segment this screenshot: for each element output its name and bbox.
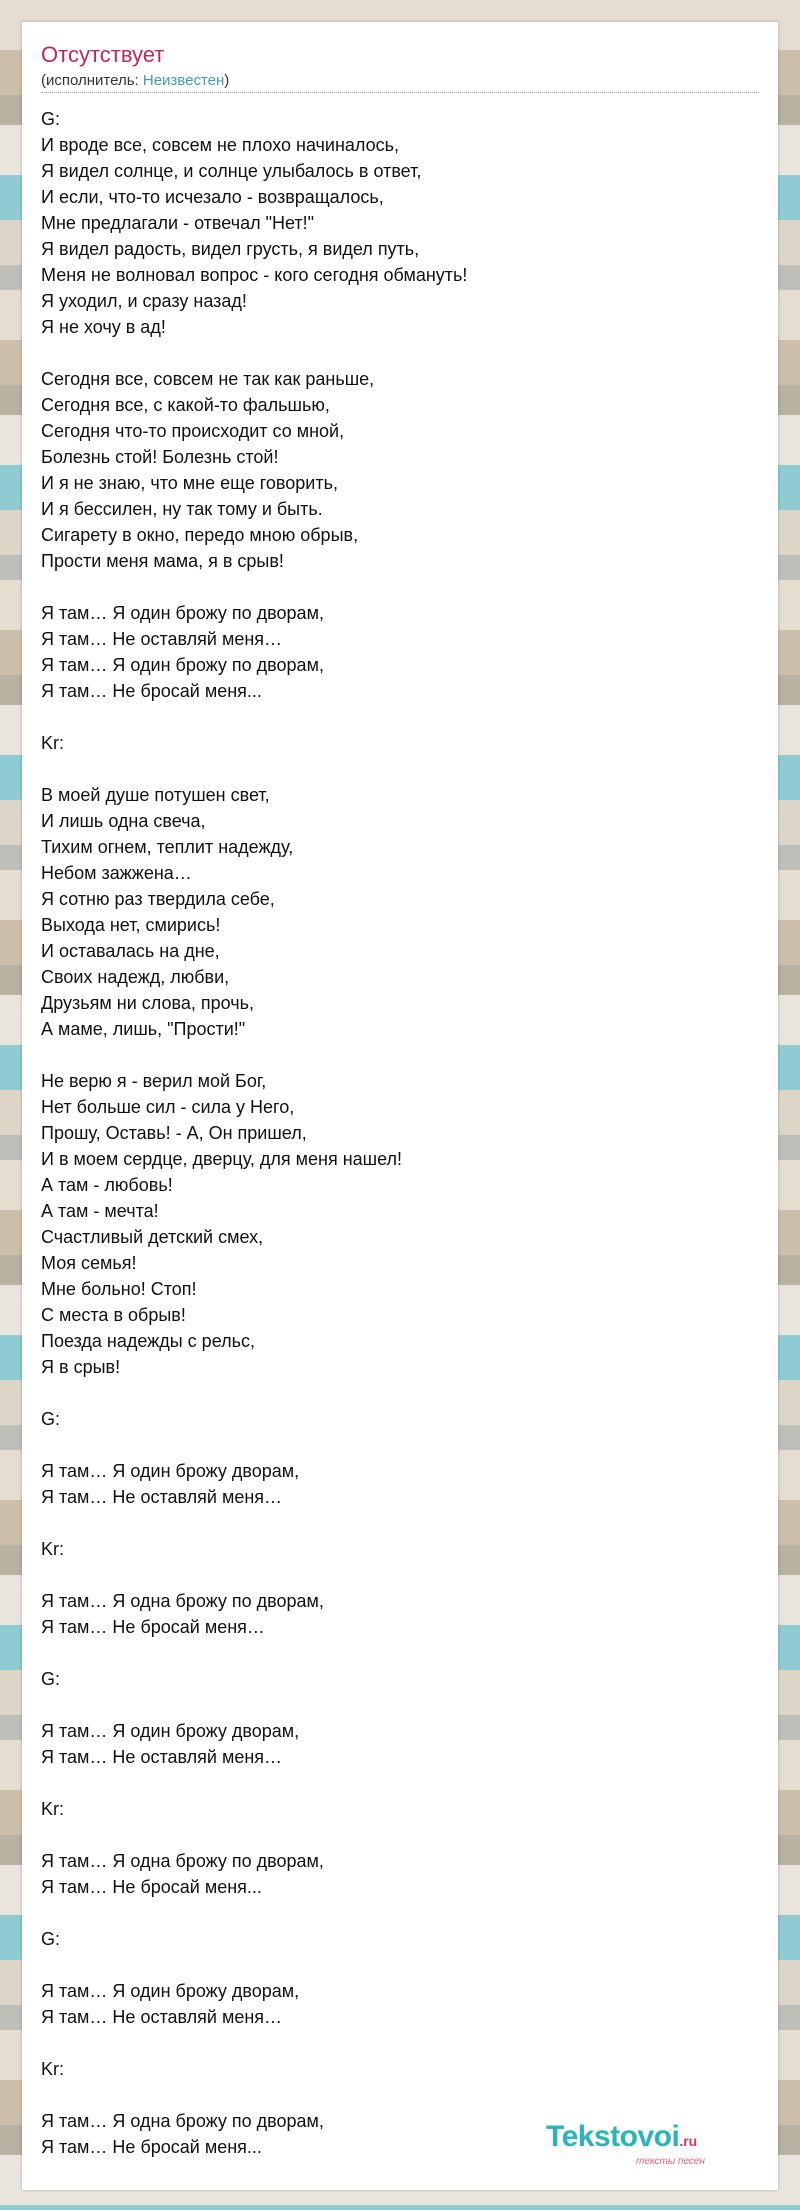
lyric-line: И если, что-то исчезало - возвращалось,	[41, 187, 384, 207]
lyrics-text	[41, 106, 741, 2160]
lyric-line: Я там… Не оставляй меня…	[41, 2007, 283, 2027]
lyrics-card	[22, 22, 778, 2190]
lyric-line: Я видел солнце, и солнце улыбалось в ответ,	[41, 161, 422, 181]
lyric-line: Сигарету в окно, передо мною обрыв,	[41, 525, 359, 545]
lyric-line: Я сотню раз твердила себе,	[41, 889, 275, 909]
blank-line	[41, 1562, 741, 1588]
blank-line	[41, 704, 741, 730]
blank-line	[41, 1640, 741, 1666]
lyric-line: Я видел радость, видел грусть, я видел путь,	[41, 239, 420, 259]
lyric-line: Я там… Я один брожу по дворам,	[41, 655, 324, 675]
performer-link[interactable]: Неизвестен	[142, 72, 225, 89]
lyric-line: Я там… Не бросай меня…	[41, 1617, 265, 1637]
blank-line	[41, 1042, 741, 1068]
lyric-line: G:	[41, 1409, 61, 1429]
lyric-line: Моя семья!	[41, 1253, 137, 1273]
lyric-line: Kr:	[41, 2059, 65, 2079]
lyric-line: Сегодня все, с какой-то фальшью,	[41, 395, 330, 415]
lyric-line: Меня не волновал вопрос - кого сегодня обмануть!	[41, 265, 468, 285]
lyric-line: Тихим огнем, теплит надежду,	[41, 837, 294, 857]
lyric-line: А там - мечта!	[41, 1201, 159, 1221]
blank-line	[41, 574, 741, 600]
blank-line	[41, 1952, 741, 1978]
logo-suffix: .ru	[679, 2133, 698, 2149]
lyric-line: Выхода нет, смирись!	[41, 915, 221, 935]
blank-line	[41, 1432, 741, 1458]
lyric-line: Kr:	[41, 1539, 65, 1559]
blank-line	[41, 1770, 741, 1796]
lyric-line: G:	[41, 1669, 61, 1689]
lyric-line: G:	[41, 109, 61, 129]
blank-line	[41, 1510, 741, 1536]
lyric-line: С места в обрыв!	[41, 1305, 186, 1325]
performer-prefix: (исполнитель:	[41, 72, 143, 89]
lyric-line: Я там… Я одна брожу по дворам,	[41, 1591, 324, 1611]
lyric-line: Kr:	[41, 733, 65, 753]
title-divider	[41, 92, 759, 93]
lyric-line: И в моем сердце, дверцу, для меня нашел!	[41, 1149, 403, 1169]
blank-line	[41, 1900, 741, 1926]
lyric-line: Поезда надежды с рельс,	[41, 1331, 255, 1351]
blank-line	[41, 340, 741, 366]
lyric-line: Я не хочу в ад!	[41, 317, 166, 337]
lyric-line: Я там… Я одна брожу по дворам,	[41, 2111, 324, 2131]
lyric-line: И оставалась на дне,	[41, 941, 220, 961]
lyric-line: Прошу, Оставь! - А, Он пришел,	[41, 1123, 307, 1143]
lyric-line: И я бессилен, ну так тому и быть.	[41, 499, 323, 519]
lyric-line: Небом зажжена…	[41, 863, 192, 883]
lyric-line: Я там… Я один брожу дворам,	[41, 1461, 300, 1481]
lyric-line: В моей душе потушен свет,	[41, 785, 270, 805]
lyric-line: Я там… Не бросай меня...	[41, 1877, 262, 1897]
lyric-line: Kr:	[41, 1799, 65, 1819]
lyric-line: А маме, лишь, "Прости!"	[41, 1019, 246, 1039]
performer-line	[41, 72, 229, 90]
lyric-line: Не верю я - верил мой Бог,	[41, 1071, 267, 1091]
lyric-line: Я там… Я один брожу по дворам,	[41, 603, 324, 623]
song-title: Отсутствует	[41, 42, 165, 67]
lyric-line: Сегодня все, совсем не так как раньше,	[41, 369, 375, 389]
lyric-line: G:	[41, 1929, 61, 1949]
blank-line	[41, 2030, 741, 2056]
blank-line	[41, 1692, 741, 1718]
lyric-line: Я там… Не оставляй меня…	[41, 629, 283, 649]
blank-line	[41, 2082, 741, 2108]
lyric-line: Счастливый детский смех,	[41, 1227, 264, 1247]
lyric-line: А там - любовь!	[41, 1175, 173, 1195]
lyric-line: Я там… Я одна брожу по дворам,	[41, 1851, 324, 1871]
logo-tagline: тексты песен	[636, 2156, 705, 2167]
lyric-line: Болезнь стой! Болезнь стой!	[41, 447, 279, 467]
lyric-line: Я там… Не бросай меня...	[41, 2137, 262, 2157]
lyric-line: И я не знаю, что мне еще говорить,	[41, 473, 338, 493]
lyric-line: Своих надежд, любви,	[41, 967, 230, 987]
lyric-line: Я в срыв!	[41, 1357, 121, 1377]
performer-suffix: )	[224, 72, 230, 89]
lyric-line: Нет больше сил - сила у Него,	[41, 1097, 295, 1117]
lyric-line: И вроде все, совсем не плохо начиналось,	[41, 135, 400, 155]
lyric-line: Я там… Я один брожу дворам,	[41, 1721, 300, 1741]
site-logo[interactable]	[546, 2120, 705, 2167]
lyric-line: Я там… Я один брожу дворам,	[41, 1981, 300, 2001]
blank-line	[41, 1822, 741, 1848]
lyric-line: Я там… Не оставляй меня…	[41, 1747, 283, 1767]
lyric-line: Сегодня что-то происходит со мной,	[41, 421, 345, 441]
lyric-line: Я уходил, и сразу назад!	[41, 291, 247, 311]
lyric-line: Прости меня мама, я в срыв!	[41, 551, 284, 571]
blank-line	[41, 1380, 741, 1406]
lyric-line: Мне больно! Стоп!	[41, 1279, 197, 1299]
lyric-line: Я там… Не оставляй меня…	[41, 1487, 283, 1507]
lyric-line: Я там… Не бросай меня...	[41, 681, 262, 701]
lyric-line: Мне предлагали - отвечал "Нет!"	[41, 213, 315, 233]
blank-line	[41, 756, 741, 782]
lyric-line: И лишь одна свеча,	[41, 811, 206, 831]
lyric-line: Друзьям ни слова, прочь,	[41, 993, 254, 1013]
logo-name: Tekstovoi	[546, 2120, 680, 2153]
